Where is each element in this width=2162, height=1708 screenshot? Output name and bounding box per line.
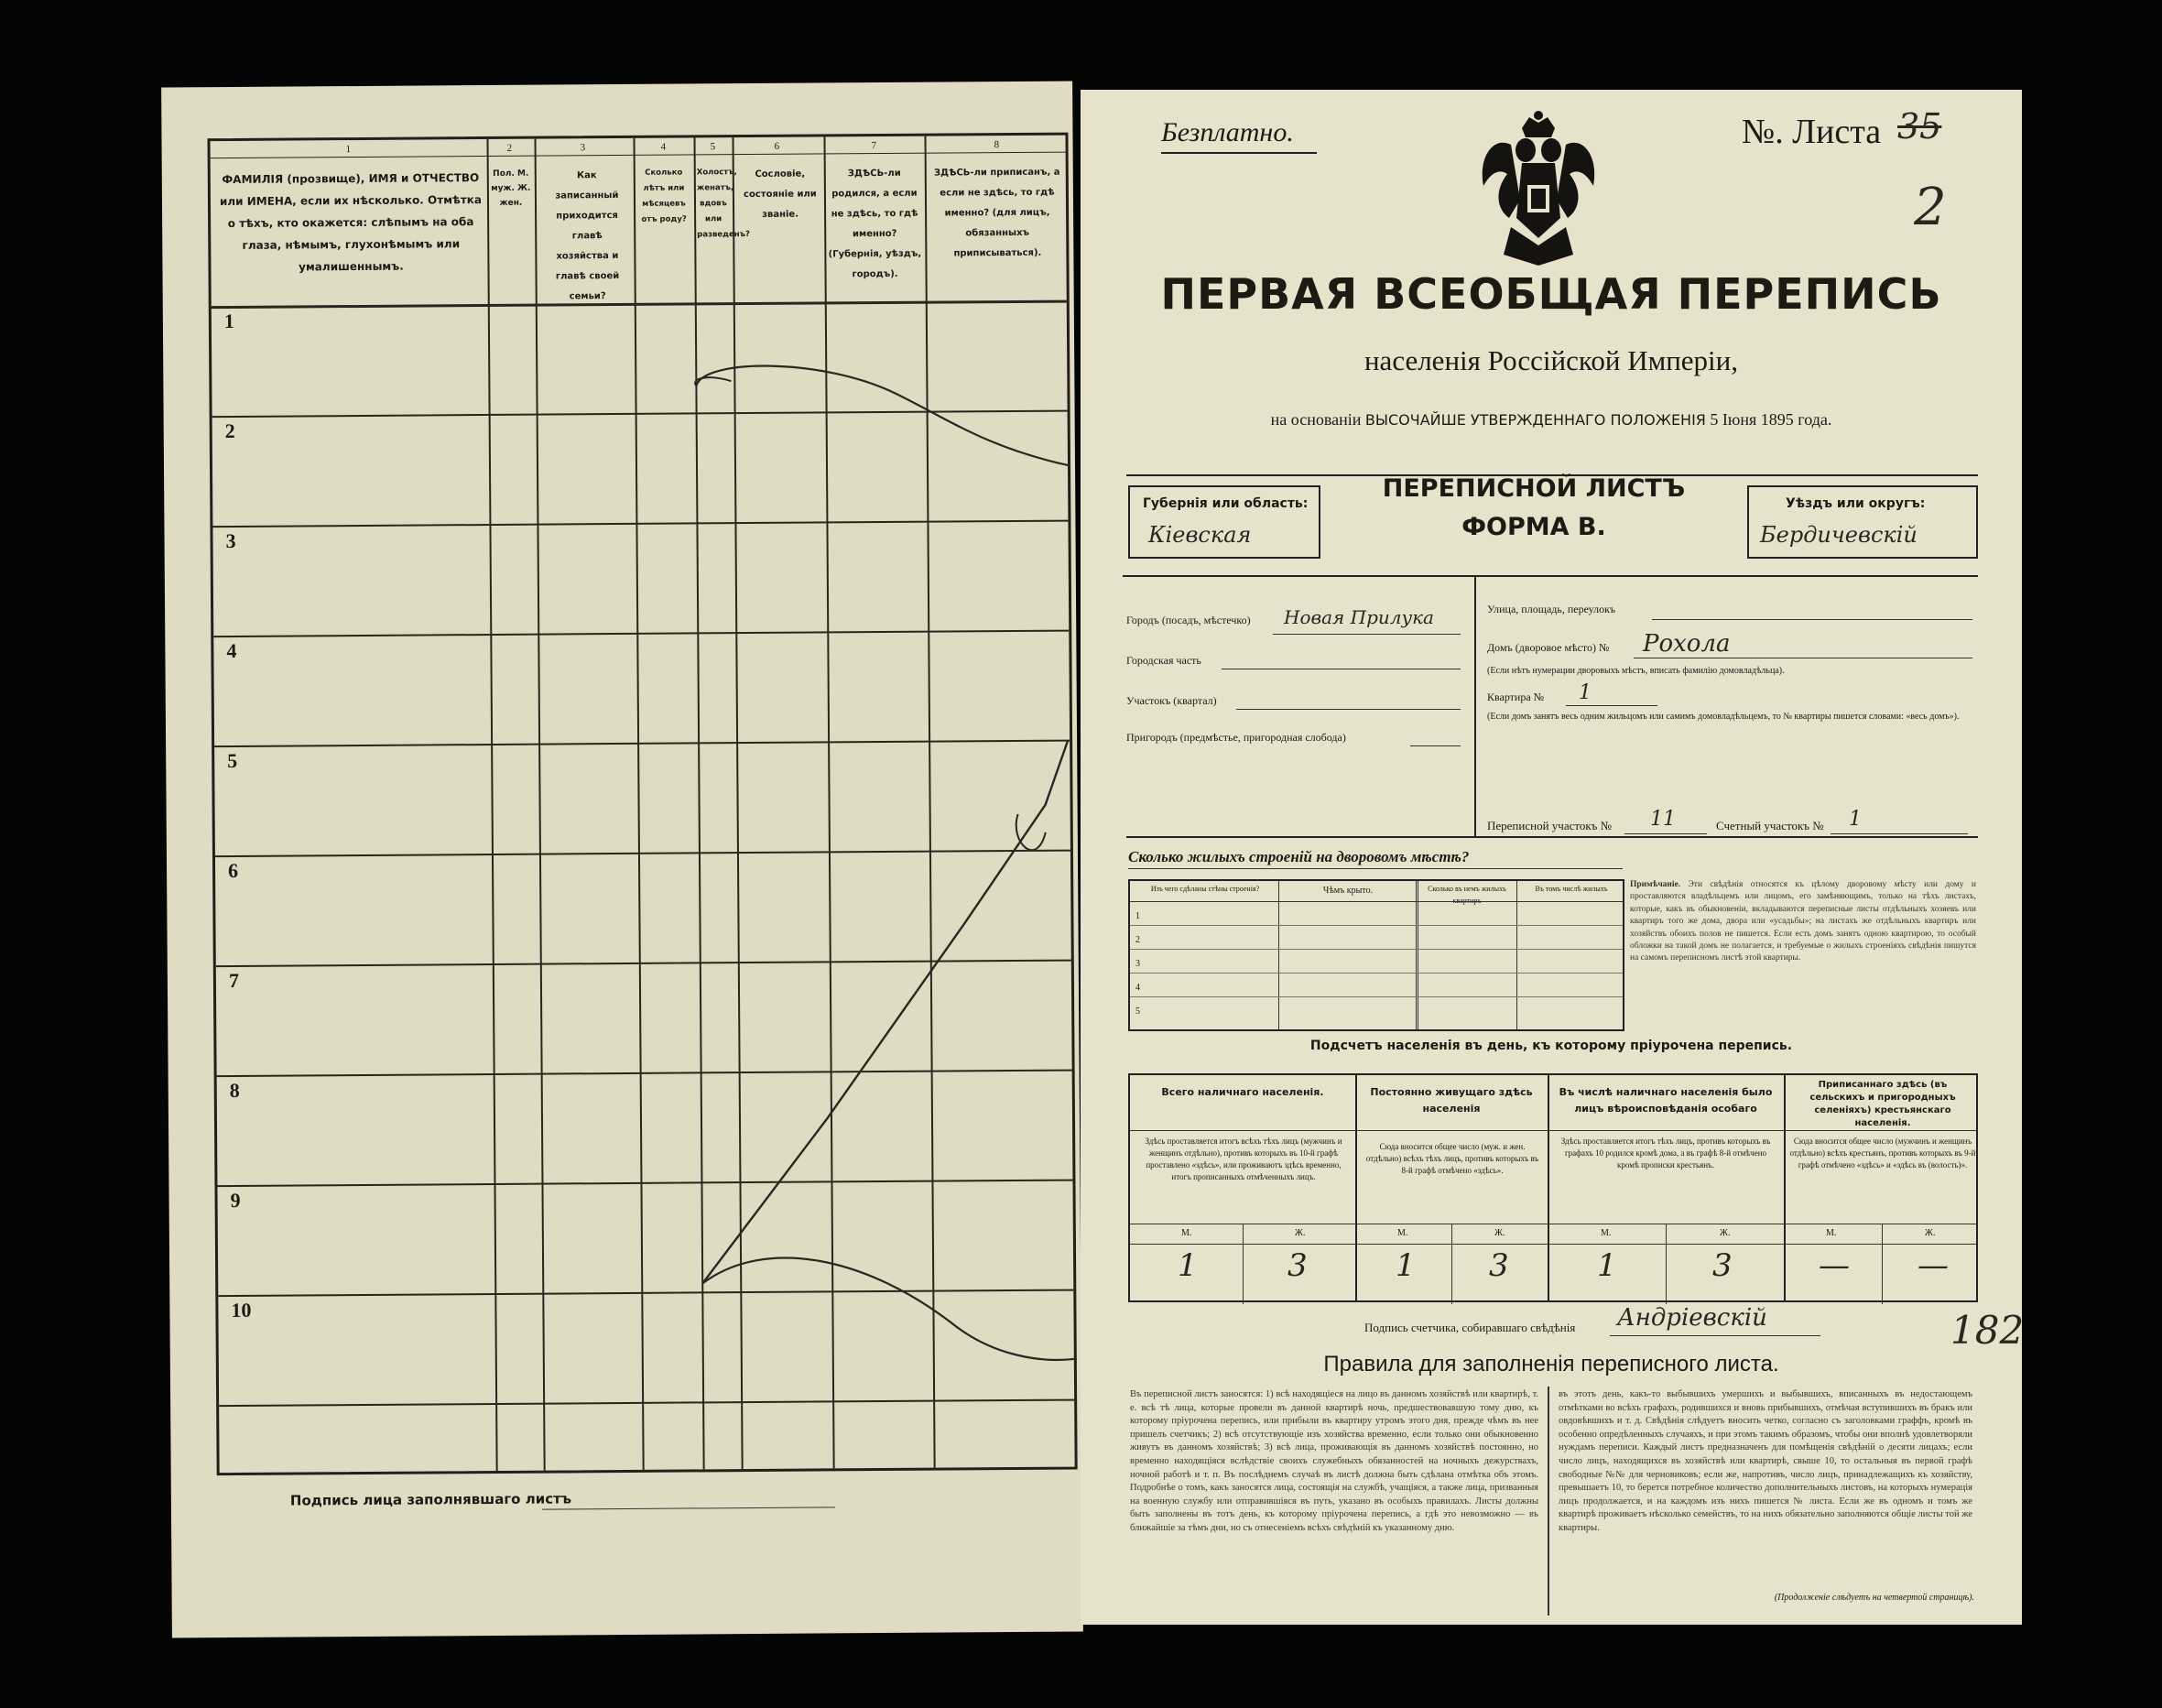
address-left [1126, 581, 1474, 835]
document-title: ПЕРВАЯ ВСЕОБЩАЯ ПЕРЕПИСЬ [1160, 269, 1942, 319]
bt-divider [1516, 881, 1517, 1029]
bt-row-number: 4 [1135, 983, 1140, 993]
district-label: Уѣздъ или округъ: [1786, 496, 1926, 511]
left-page [161, 82, 1083, 1638]
tally-value: 1 [1178, 1247, 1198, 1284]
basis-caps: ВЫСОЧАЙШЕ УТВЕРЖДЕННАГО ПОЛОЖЕНІЯ [1364, 411, 1706, 429]
row-number: 7 [228, 968, 239, 993]
rules-divider [1548, 1387, 1549, 1616]
tally-sub-divider [1243, 1224, 1244, 1304]
column-header-registered: ЗДѢСЬ-ли приписанъ, а если не здѣсь, то гдѣ именно? (для лицъ, обязанныхъ приписываться). [934, 167, 1060, 259]
row-number: 8 [229, 1078, 240, 1102]
tally-value: 1 [1396, 1247, 1416, 1284]
count-area-line [1831, 833, 1968, 834]
column-header-age: Сколько лѣтъ или мѣсяцевъ отъ роду? [641, 168, 687, 224]
tally-value: 1 [1597, 1247, 1617, 1284]
tally-value: 3 [1489, 1247, 1509, 1284]
tally-sub-divider [1451, 1224, 1452, 1304]
tally-note: Сюда вносится общее число (мужчинъ и женщинъ отдѣльно) всѣхъ крестьянъ, противъ которыхъ въ 9-й графѣ отмѣчено «здѣсь» и «здѣсь въ (волость)». [1789, 1137, 1976, 1169]
suburb-label: Пригородъ (предмѣстье, пригородная слобода) [1126, 731, 1346, 744]
city-part-label: Городская часть [1126, 654, 1201, 667]
buildings-table [1128, 879, 1624, 1031]
tally-value: 3 [1287, 1247, 1308, 1284]
tally-heading: Подсчетъ населенія въ день, къ которому пріурочена перепись. [1309, 1039, 1793, 1053]
column-header-name: ФАМИЛІЯ (прозвище), ИМЯ и ОТЧЕСТВО или ИМЕНА, если их нѣсколько. Отмѣтка о тѣхъ, кто окажется: слѣпымъ на оба глаза, нѣмымъ, глухонѣмымъ или умалишеннымъ. [219, 171, 483, 274]
city-value: Новая Прилука [1284, 606, 1434, 628]
pen-strike-marks [161, 82, 1083, 1638]
sheet-number-handwritten: 2 [1914, 178, 1947, 237]
row-number: 4 [226, 638, 237, 663]
counter-signature-label: Подпись счетчика, собиравшаго свѣдѣнія [1364, 1321, 1576, 1334]
tally-header: Постоянно живущаго здѣсь населенія [1370, 1086, 1533, 1115]
signature-label: Подпись лица заполнявшаго листъ [289, 1490, 572, 1509]
bt-row-number: 5 [1135, 1006, 1140, 1017]
sheet-number-struck: 35 [1897, 106, 1942, 147]
column-number: 2 [506, 142, 513, 154]
tally-sub-divider [1882, 1224, 1883, 1304]
bt-header: Сколько въ немъ жилыхъ квартиръ [1428, 885, 1506, 905]
column-number: 6 [774, 140, 780, 152]
city-line [1273, 634, 1461, 635]
bt-header: Въ томъ числѣ жилыхъ [1535, 885, 1608, 893]
buildings-note [1630, 879, 1976, 965]
right-page [1081, 90, 2025, 1625]
form-letter: ФОРМА В. [1461, 513, 1606, 541]
bt-header: Изъ чего сдѣланы стѣны строенія? [1150, 885, 1260, 893]
bt-divider [1278, 881, 1279, 1029]
street-label: Улица, площадь, переулокъ [1487, 603, 1616, 615]
census-area-line [1624, 833, 1707, 834]
basis-suffix: 5 Іюня 1895 года. [1710, 410, 1832, 429]
tally-subheader: Ж. [1295, 1228, 1306, 1238]
margin-number: 182 [1950, 1308, 2025, 1353]
legal-basis [1081, 410, 2022, 430]
rules-continued: (Продолженіе слѣдуетъ на четвертой страницѣ). [1774, 1593, 1974, 1603]
sheet-label: №. Листа [1742, 113, 1882, 151]
bt-row-line [1130, 996, 1623, 997]
column-header-relation: Как записанный приходится главѣ хозяйства и главѣ своей семьи? [555, 170, 620, 302]
province-box [1128, 485, 1320, 559]
census-area-label: Переписной участокъ № [1487, 819, 1613, 832]
count-area-label: Счетный участокъ № [1716, 819, 1824, 832]
row-number: 6 [227, 858, 239, 883]
column-number: 3 [580, 142, 586, 154]
apartment-value: 1 [1579, 681, 1592, 704]
column-number: 1 [345, 144, 352, 156]
district-box [1747, 485, 1978, 559]
free-underline [1161, 152, 1317, 154]
district-value: Бердичевскій [1760, 522, 1918, 548]
buildings-heading: Сколько жилыхъ строеній на дворовомъ мѣстѣ? [1128, 848, 1470, 865]
tally-subheader: Ж. [1925, 1228, 1936, 1238]
address-top-rule [1123, 575, 1978, 577]
bt-row-number: 3 [1135, 959, 1140, 969]
bt-header-line [1130, 901, 1623, 902]
apartment-line [1566, 705, 1657, 706]
bt-row-number: 2 [1135, 935, 1140, 945]
house-label: Домъ (дворовое мѣсто) № [1487, 641, 1610, 654]
apartment-note: (Если домъ занятъ весь одним жильцомъ или самимъ домовладѣльцемъ, то № квартиры пишется словами: «весь домъ»). [1487, 712, 1960, 722]
province-label: Губернія или область: [1143, 496, 1309, 511]
tally-header: Приписаннаго здѣсь (въ сельскихъ и пригородныхъ селеніяхъ) крестьянскаго населенія. [1809, 1080, 1956, 1128]
precinct-line [1236, 709, 1461, 710]
document-subtitle: населенія Россійской Имперіи, [1363, 344, 1739, 376]
tally-subheader: М. [1601, 1228, 1612, 1238]
counter-signature-value: Андріевскій [1617, 1304, 1767, 1332]
tally-sub-divider [1666, 1224, 1667, 1304]
counter-signature-line [1610, 1335, 1820, 1336]
street-line [1652, 619, 1972, 620]
column-header-sex: Пол. М. муж. Ж. жен. [491, 169, 531, 208]
city-label: Городъ (посадъ, мѣстечко) [1126, 614, 1251, 626]
tally-header: Всего наличнаго населенія. [1161, 1086, 1324, 1098]
column-number: 5 [710, 141, 716, 153]
tally-subheader: Ж. [1494, 1228, 1505, 1238]
column-header-birthplace: ЗДѢСЬ-ли родился, а если не здѣсь, то гдѣ именно? (Губернія, уѣздъ, городъ). [828, 168, 922, 280]
bt-divider [1416, 881, 1418, 1029]
column-header-marital: Холостъ, женатъ, вдовъ или разведенъ? [696, 168, 751, 240]
house-note: (Если нѣтъ нумерации дворовыхъ мѣстъ, вписать фамилію домовладѣльца). [1487, 666, 1785, 676]
tally-value: — [1819, 1247, 1850, 1284]
tally-line [1130, 1130, 1976, 1131]
rules-right-column: въ этотъ день, какъ-то выбывшихъ умершихъ и выбывшихъ, вписанныхъ въ недостающемъ отмѣтками во всѣхъ графахъ, родившихся и вновь прибывшихъ, отмѣчая вступившихъ въ бракъ или овдовѣвшихъ и т. д. Свѣдѣнія слѣдуетъ вносить четко, согласно съ заголовками граффъ, кромѣ въ особенно опредѣленныхъ случаяхъ, и при этомъ такимъ образомъ, чтобы они вполнѣ удовлетворяли нуждамъ переписи. Каждый листъ предназначенъ для помѣщенія свѣдѣній о десяти лицахъ; если число лицъ, находящихся въ хозяйствѣ или квартирѣ, свыше 10, то остальныя въ первой графѣ свободные №№ для черновиковъ; если же, напротивъ, число лицъ, принадлежащихъ къ хозяйству, превышаетъ 10, то берется потребное количество дополнительныхъ листовъ, на которыхъ нумерація лицъ продолжается, и на каждомъ изъ нихъ пишется № листа. Если же въ одномъ и томъ же квартирѣ проживаетъ нѣсколько семействъ, то на нихъ обязательно заполняются общіе листы той же квартиры. [1559, 1389, 1972, 1533]
row-number: 1 [223, 309, 234, 333]
tally-note: Здѣсь проставляется итогъ всѣхъ тѣхъ лицъ (мужчинъ и женщинъ отдѣльно), противъ которыхъ въ 10-й графѣ проставлено «здѣсь», или проживаютъ здѣсь временно, итогъ прописанныхъ отмѣченныхъ лицъ. [1145, 1137, 1342, 1181]
row-number: 9 [230, 1188, 241, 1212]
tally-divider [1355, 1075, 1357, 1300]
column-number: 7 [871, 140, 877, 152]
tally-header: Въ числѣ наличнаго населенія было лицъ вѣроисповѣданія особаго [1559, 1086, 1773, 1115]
rules-heading: Правила для заполненія переписного листа. [1323, 1352, 1779, 1376]
tally-value: 3 [1712, 1247, 1733, 1284]
census-area-value: 11 [1650, 808, 1676, 831]
bt-row-line [1130, 973, 1623, 974]
bt-row-number: 1 [1135, 911, 1140, 921]
bt-row-line [1130, 925, 1623, 926]
tally-divider [1548, 1075, 1549, 1300]
apartment-label: Квартира № [1487, 691, 1545, 703]
row-number: 10 [231, 1298, 252, 1322]
count-area-value: 1 [1849, 808, 1862, 831]
tally-subheader: Ж. [1720, 1228, 1731, 1238]
column-number: 8 [994, 139, 1000, 151]
column-number: 4 [660, 141, 667, 153]
column-header-estate: Сословіе, состояніе или званіе. [744, 169, 817, 220]
row-number: 5 [227, 748, 238, 773]
imperial-eagle-emblem [1474, 108, 1602, 268]
tally-line [1130, 1244, 1976, 1245]
row-number: 3 [225, 528, 236, 553]
tally-subheader: М. [1826, 1228, 1837, 1238]
note-text: Эти свѣдѣнія относятся къ цѣлому дворовому мѣсту или дому и проставляются владѣльцемъ или лицомъ, его замѣняющимъ, только на тѣхъ листахъ, которые, какъ въ обыкновеніи, вкладываются переписные листы отдѣльныхъ хозяевъ или квартиръ того же дома, двора или «усадьбы»; на листахъ же отдѣльныхъ квартиръ или хозяйствъ обоихъ полов не пишется. Если есть домъ занятъ одною квартирою, то особый обложки на такой домъ не полагается, и требуемые о жилыхъ строеніяхъ свѣдѣнія пишутся на самомъ переписномъ листѣ этой квартиры. [1630, 880, 1977, 963]
house-value: Рохола [1643, 630, 1731, 658]
row-number: 2 [224, 419, 235, 443]
suburb-line [1410, 745, 1461, 746]
tally-value: — [1918, 1247, 1949, 1284]
bt-row-line [1130, 949, 1623, 950]
tally-table [1128, 1073, 1978, 1302]
bt-header: Чѣмъ крыто. [1322, 886, 1374, 896]
province-value: Кіевская [1148, 522, 1252, 548]
tally-note: Здѣсь проставляется итогъ тѣхъ лицъ, противъ которыхъ въ графахъ 10 родился кромѣ дома, а въ графѣ 8-й отмѣчено кромѣ прописки крестьянъ. [1560, 1137, 1771, 1169]
note-title: Примѣчаніе. [1630, 880, 1681, 889]
form-title: ПЕРЕПИСНОЙ ЛИСТЪ [1382, 474, 1686, 503]
rules-left-column: Въ переписной листъ заносятся: 1) всѣ находящіеся на лицо въ данномъ хозяйствѣ или квартирѣ, т. е. всѣ тѣ лица, которые провели въ данной квартирѣ ночь, предшествовавшую тому дню, къ которому пріурочена перепись, или прибыли въ квартиру утромъ этого дня, прежде чѣмъ въ нее пришелъ счетчикъ; 2) всѣ отсутствующіе изъ хозяйства временно, если только они обыкновенно живутъ въ данномъ хозяйствѣ; 3) всѣ лица, проживающія въ данномъ хозяйствѣ постоянно, но временно находящіяся вслѣдствіе своихъ служебныхъ обязанностей на ночныхъ дежурствахъ, ночной работѣ и т. п. Въ послѣднемъ случаѣ въ листѣ должна быть сдѣлана отмѣтка объ этомъ. Подробнѣе о томъ, какъ заносятся лица, состоящія на службѣ, учащіяся, а также лица, призванныя на военную службу или отправившіяся въ путь, указано въ особыхъ правилахъ. Листы должны быть заполнены въ тотъ день, къ которому пріурочена перепись, а гдѣ это невозможно — въ ближайшіе за тѣмъ дни, но съ отнесеніемъ всѣхъ свѣдѣній къ указанному дню. [1130, 1389, 1538, 1533]
basis-prefix: на основаніи [1270, 410, 1362, 429]
tally-note: Сюда вносится общее число (муж. и жен. отдѣльно) всѣхъ тѣхъ лицъ, противъ которыхъ въ 8-й графѣ отмѣчено «здѣсь». [1365, 1142, 1539, 1175]
free-label: Безплатно. [1161, 117, 1294, 147]
tally-subheader: М. [1397, 1228, 1408, 1238]
tally-divider [1784, 1075, 1786, 1300]
tally-subheader: М. [1181, 1228, 1192, 1238]
address-divider [1474, 575, 1476, 836]
precinct-label: Участокъ (квартал) [1126, 694, 1217, 707]
buildings-heading-line [1128, 868, 1623, 869]
buildings-rule [1126, 836, 1978, 838]
address-right [1487, 581, 1978, 835]
